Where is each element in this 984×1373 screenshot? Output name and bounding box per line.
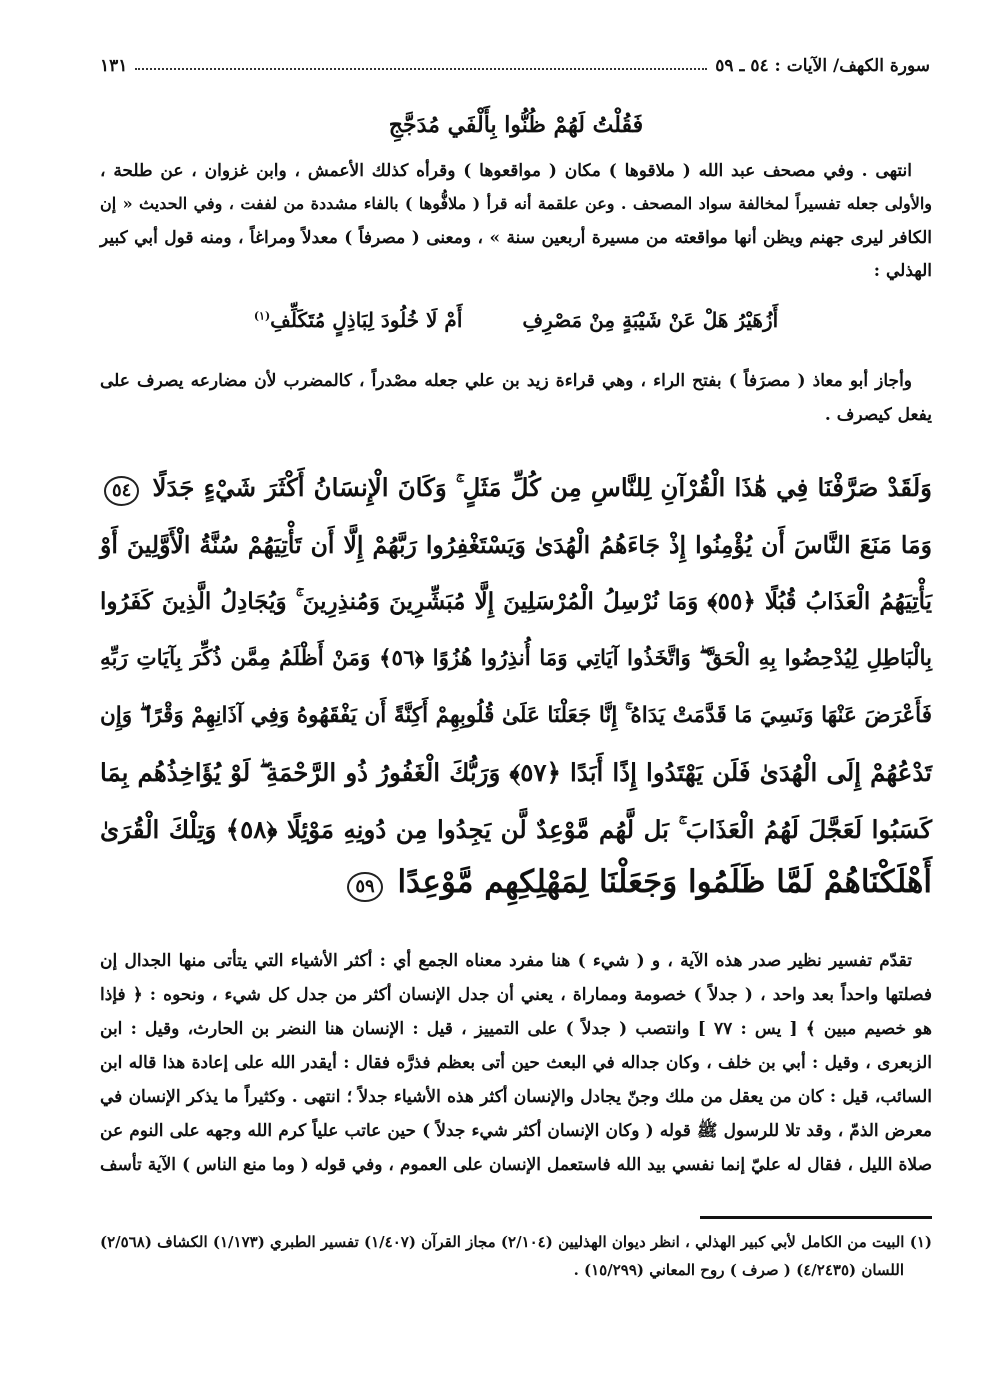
paragraph-line: يفعل كيصرف . (824, 405, 932, 425)
quran-line: تَدْعُهُمْ إِلَى الْهُدَىٰ فَلَن يَهْتَدُوا إِذًا أَبَدًا ﴿٥٧﴾ وَرَبُّكَ الْغَفُورُ ذُو الرَّحْمَةِ ۖ لَوْ يُؤَاخِذُهُم بِمَا (100, 758, 932, 787)
commentary-line: فصلتها واحداً بعد واحد ، ( جدلاً ) خصومة ومماراة ، يعني أن جدل الإنسان أكثر من جدل كل شيء ، ونحوه : ﴿ فإذا (100, 985, 932, 1005)
commentary-line: هو خصيم مبين ﴾ [ يس : ٧٧ ] وانتصب ( جدلاً ) على التمييز ، قيل : الإنسان هنا النضر بن الحارث، وقيل : ابن (100, 1019, 932, 1039)
poem-verse (100, 308, 932, 332)
paragraph-line: والأولى جعله تفسيراً لمخالفة سواد المصحف . وعن علقمة أنه قرأ ( ملافُّوها ) بالفاء مشددة من لففت ، وفي الحديث « إن (100, 194, 933, 213)
commentary-line: الزبعرى ، وقيل : أبي بن خلف ، وكان جداله في البعث حين أتى بعظم فذرَّه فقال : أيقدر الله على إعادة هذا قاله ابن (100, 1053, 932, 1073)
commentary-line: تقدّم تفسير نظير صدر هذه الآية ، و ( شيء ) هنا مفرد معناه الجمع أي : أكثر الأشياء التي يتأتى منها الجدال إن (100, 951, 912, 971)
poem-second-hemistich (254, 308, 463, 332)
footnote-separator (700, 1216, 932, 1219)
running-header (100, 50, 930, 76)
header-title: سورة الكهف/ الآيات : ٥٤ ـ ٥٩ (715, 56, 930, 76)
footnote-ref: (١) (253, 309, 271, 323)
commentary-line: معرض الذمّ ، وقد تلا للرسول ﷺ قوله ( وكان الإنسان أكثر شيء جدلاً ) حين عاتب علياً كرم الله وجهه على النوم عن (100, 1121, 932, 1141)
quran-text: أَهْلَكْنَاهُمْ لَمَّا ظَلَمُوا وَجَعَلْنَا لِمَهْلِكِهِم مَّوْعِدًا (397, 864, 932, 900)
commentary-line: السائب، قيل : كان من يعقل من ملك وجنّ يجادل والإنسان أكثر هذه الأشياء جدلاً ؛ انتهى . وكثيراً ما يذكر الإنسان في (100, 1087, 932, 1107)
ayah-number-marker: ٥٤ (104, 476, 139, 506)
quran-line (100, 856, 932, 908)
quran-line: وَمَا مَنَعَ النَّاسَ أَن يُؤْمِنُوا إِذْ جَاءَهُمُ الْهُدَىٰ وَيَسْتَغْفِرُوا رَبَّهُمْ إِلَّا أَن تَأْتِيَهُمْ سُنَّةُ الْأَوَّلِينَ أَوْ (100, 531, 932, 559)
quran-line (100, 462, 932, 514)
commentary-line: صلاة الليل ، فقال له عليّ إنما نفسي بيد الله فاستعمل الإنسان على العموم ، وفي قوله ( وما منع الناس ) الآية تأسف (100, 1155, 932, 1175)
quran-line: فَأَعْرَضَ عَنْهَا وَنَسِيَ مَا قَدَّمَتْ يَدَاهُ ۚ إِنَّا جَعَلْنَا عَلَىٰ قُلُوبِهِمْ أَكِنَّةً أَن يَفْقَهُوهُ وَفِي آذَانِهِمْ وَقْرًا ۖ وَإِن (100, 703, 932, 728)
poem-second-text: أَمْ لَا خُلُودَ لِبَاذِلٍ مُتَكَلِّفِ (270, 308, 463, 332)
quran-line: كَسَبُوا لَعَجَّلَ لَهُمُ الْعَذَابَ ۚ بَل لَّهُم مَّوْعِدٌ لَّن يَجِدُوا مِن دُونِهِ مَوْئِلًا ﴿٥٨﴾ وَتِلْكَ الْقُرَىٰ (100, 815, 932, 844)
paragraph-line: الكافر ليرى جهنم ويظن أنها مواقعته من مسيرة أربعين سنة » ، ومعنى ( مصرفاً ) معدلاً ومراغاً ، ومنه قول أبي كبير (100, 228, 932, 248)
verse-line-top: فَقُلْتُ لَهُمْ ظُنُّوا بِأَلْفَي مُدَجَّجِ (388, 112, 644, 138)
paragraph-line: وأجاز أبو معاذ ( مصرَفاً ) بفتح الراء ، وهي قراءة زيد بن علي جعله مصْدراً ، كالمضرب لأن مضارعه يصرف على (100, 371, 912, 391)
quran-line: بِالْبَاطِلِ لِيُدْحِضُوا بِهِ الْحَقَّ ۖ وَاتَّخَذُوا آيَاتِي وَمَا أُنذِرُوا هُزُوًا ﴿٥٦﴾ وَمَنْ أَظْلَمُ مِمَّن ذُكِّرَ بِآيَاتِ رَبِّهِ (100, 646, 932, 671)
page-number: ١٣١ (100, 56, 128, 76)
quran-text: وَلَقَدْ صَرَّفْنَا فِي هَٰذَا الْقُرْآنِ لِلنَّاسِ مِن كُلِّ مَثَلٍ ۚ وَكَانَ الْإِنسَانُ أَكْثَرَ شَيْءٍ جَدَلًا (152, 473, 932, 502)
footnote-line: اللسان (٤/٢٤٣٥) ( صرف ) روح المعاني (١٥/٢٩٩) . (573, 1261, 904, 1279)
ayah-number-marker: ٥٩ (347, 872, 382, 902)
paragraph-line: الهذلي : (873, 261, 932, 281)
quran-line: يَأْتِيَهُمُ الْعَذَابُ قُبُلًا ﴿٥٥﴾ وَمَا نُرْسِلُ الْمُرْسَلِينَ إِلَّا مُبَشِّرِينَ وَمُنذِرِينَ ۚ وَيُجَادِلُ الَّذِينَ كَفَرُوا (100, 588, 932, 615)
footnote-line: (١) البيت من الكامل لأبي كبير الهذلي ، انظر ديوان الهذليين (٢/١٠٤) مجاز القرآن (١/٤٠٧) تفسير الطبري (١/١٧٣) الكشاف (٢/٥٦٨) (100, 1233, 932, 1251)
paragraph-line: انتهى . وفي مصحف عبد الله ( ملاقوها ) مكان ( مواقعوها ) وقرأه كذلك الأعمش ، وابن غزوان ، عن طلحة ، (100, 161, 912, 181)
poem-first-hemistich: أَزُهَيْرُ هَلْ عَنْ شَيْبَةٍ مِنْ مَصْرِفِ (522, 308, 779, 332)
header-dot-leader (135, 68, 707, 70)
